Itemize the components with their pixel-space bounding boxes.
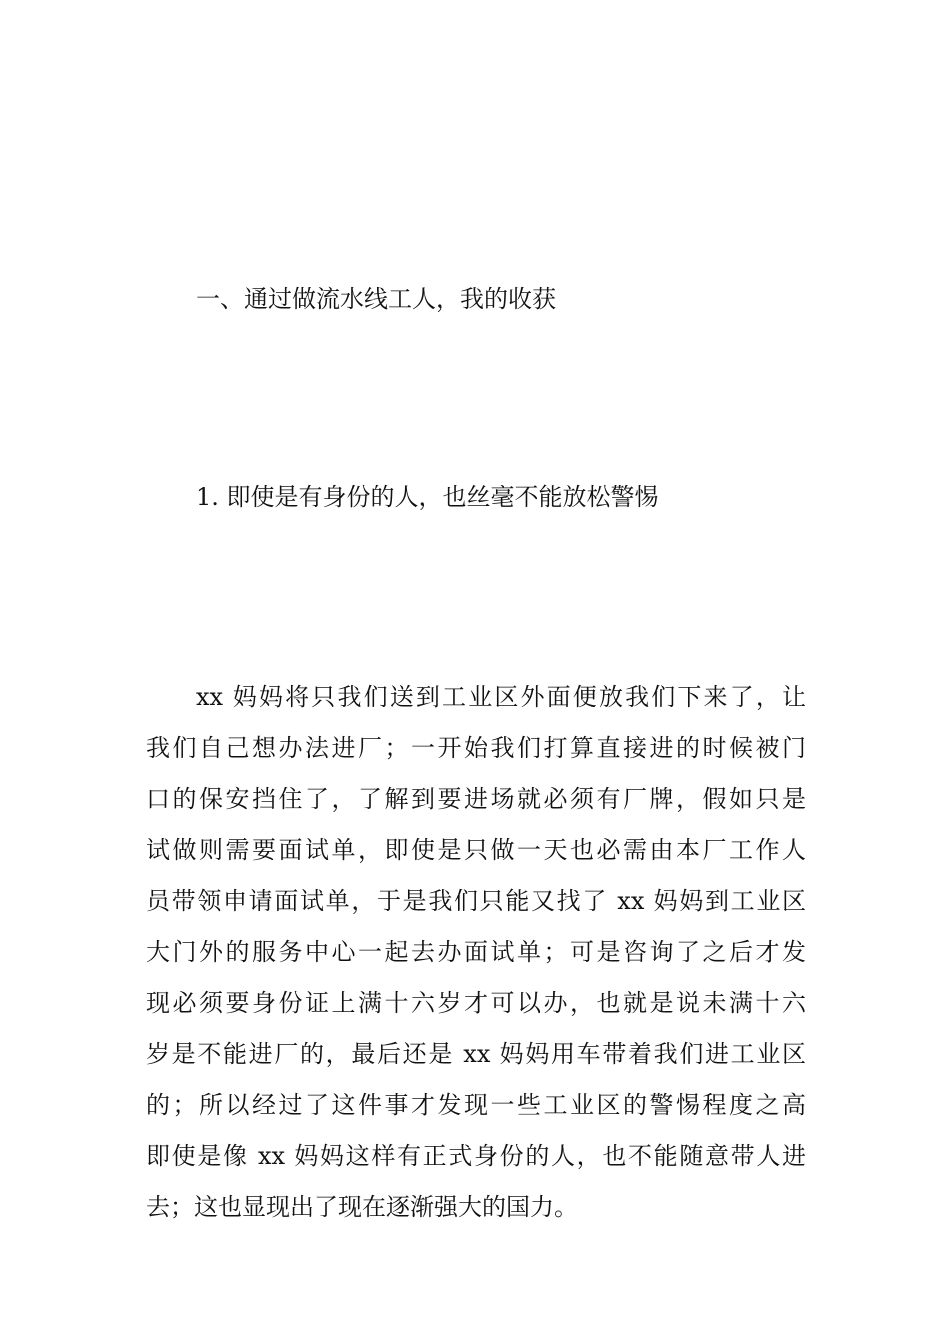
- paragraph-line: 现必须要身份证上满十六岁才可以办，也就是说未满十六: [146, 989, 806, 1017]
- paragraph-line: 试做则需要面试单，即使是只做一天也必需由本厂工作人: [146, 836, 806, 864]
- paragraph-line: xx 妈妈将只我们送到工业区外面便放我们下来了，让: [196, 683, 806, 711]
- subsection-heading: 1. 即使是有身份的人，也丝毫不能放松警惕: [196, 483, 659, 511]
- paragraph-line: 员带领申请面试单，于是我们只能又找了 xx 妈妈到工业区: [146, 887, 806, 915]
- paragraph-line: 口的保安挡住了，了解到要进场就必须有厂牌，假如只是: [146, 785, 806, 813]
- section-heading: 一、通过做流水线工人，我的收获: [196, 285, 556, 313]
- paragraph-line: 我们自己想办法进厂；一开始我们打算直接进的时候被门: [146, 734, 806, 762]
- paragraph-line: 大门外的服务中心一起去办面试单；可是咨询了之后才发: [146, 938, 806, 966]
- paragraph-line: 即使是像 xx 妈妈这样有正式身份的人，也不能随意带人进: [146, 1142, 806, 1170]
- body-paragraph: [146, 680, 806, 1241]
- paragraph-line: 去；这也显现出了现在逐渐强大的国力。: [146, 1193, 578, 1221]
- paragraph-line: 的；所以经过了这件事才发现一些工业区的警惕程度之高: [146, 1091, 806, 1119]
- paragraph-line: 岁是不能进厂的，最后还是 xx 妈妈用车带着我们进工业区: [146, 1040, 806, 1068]
